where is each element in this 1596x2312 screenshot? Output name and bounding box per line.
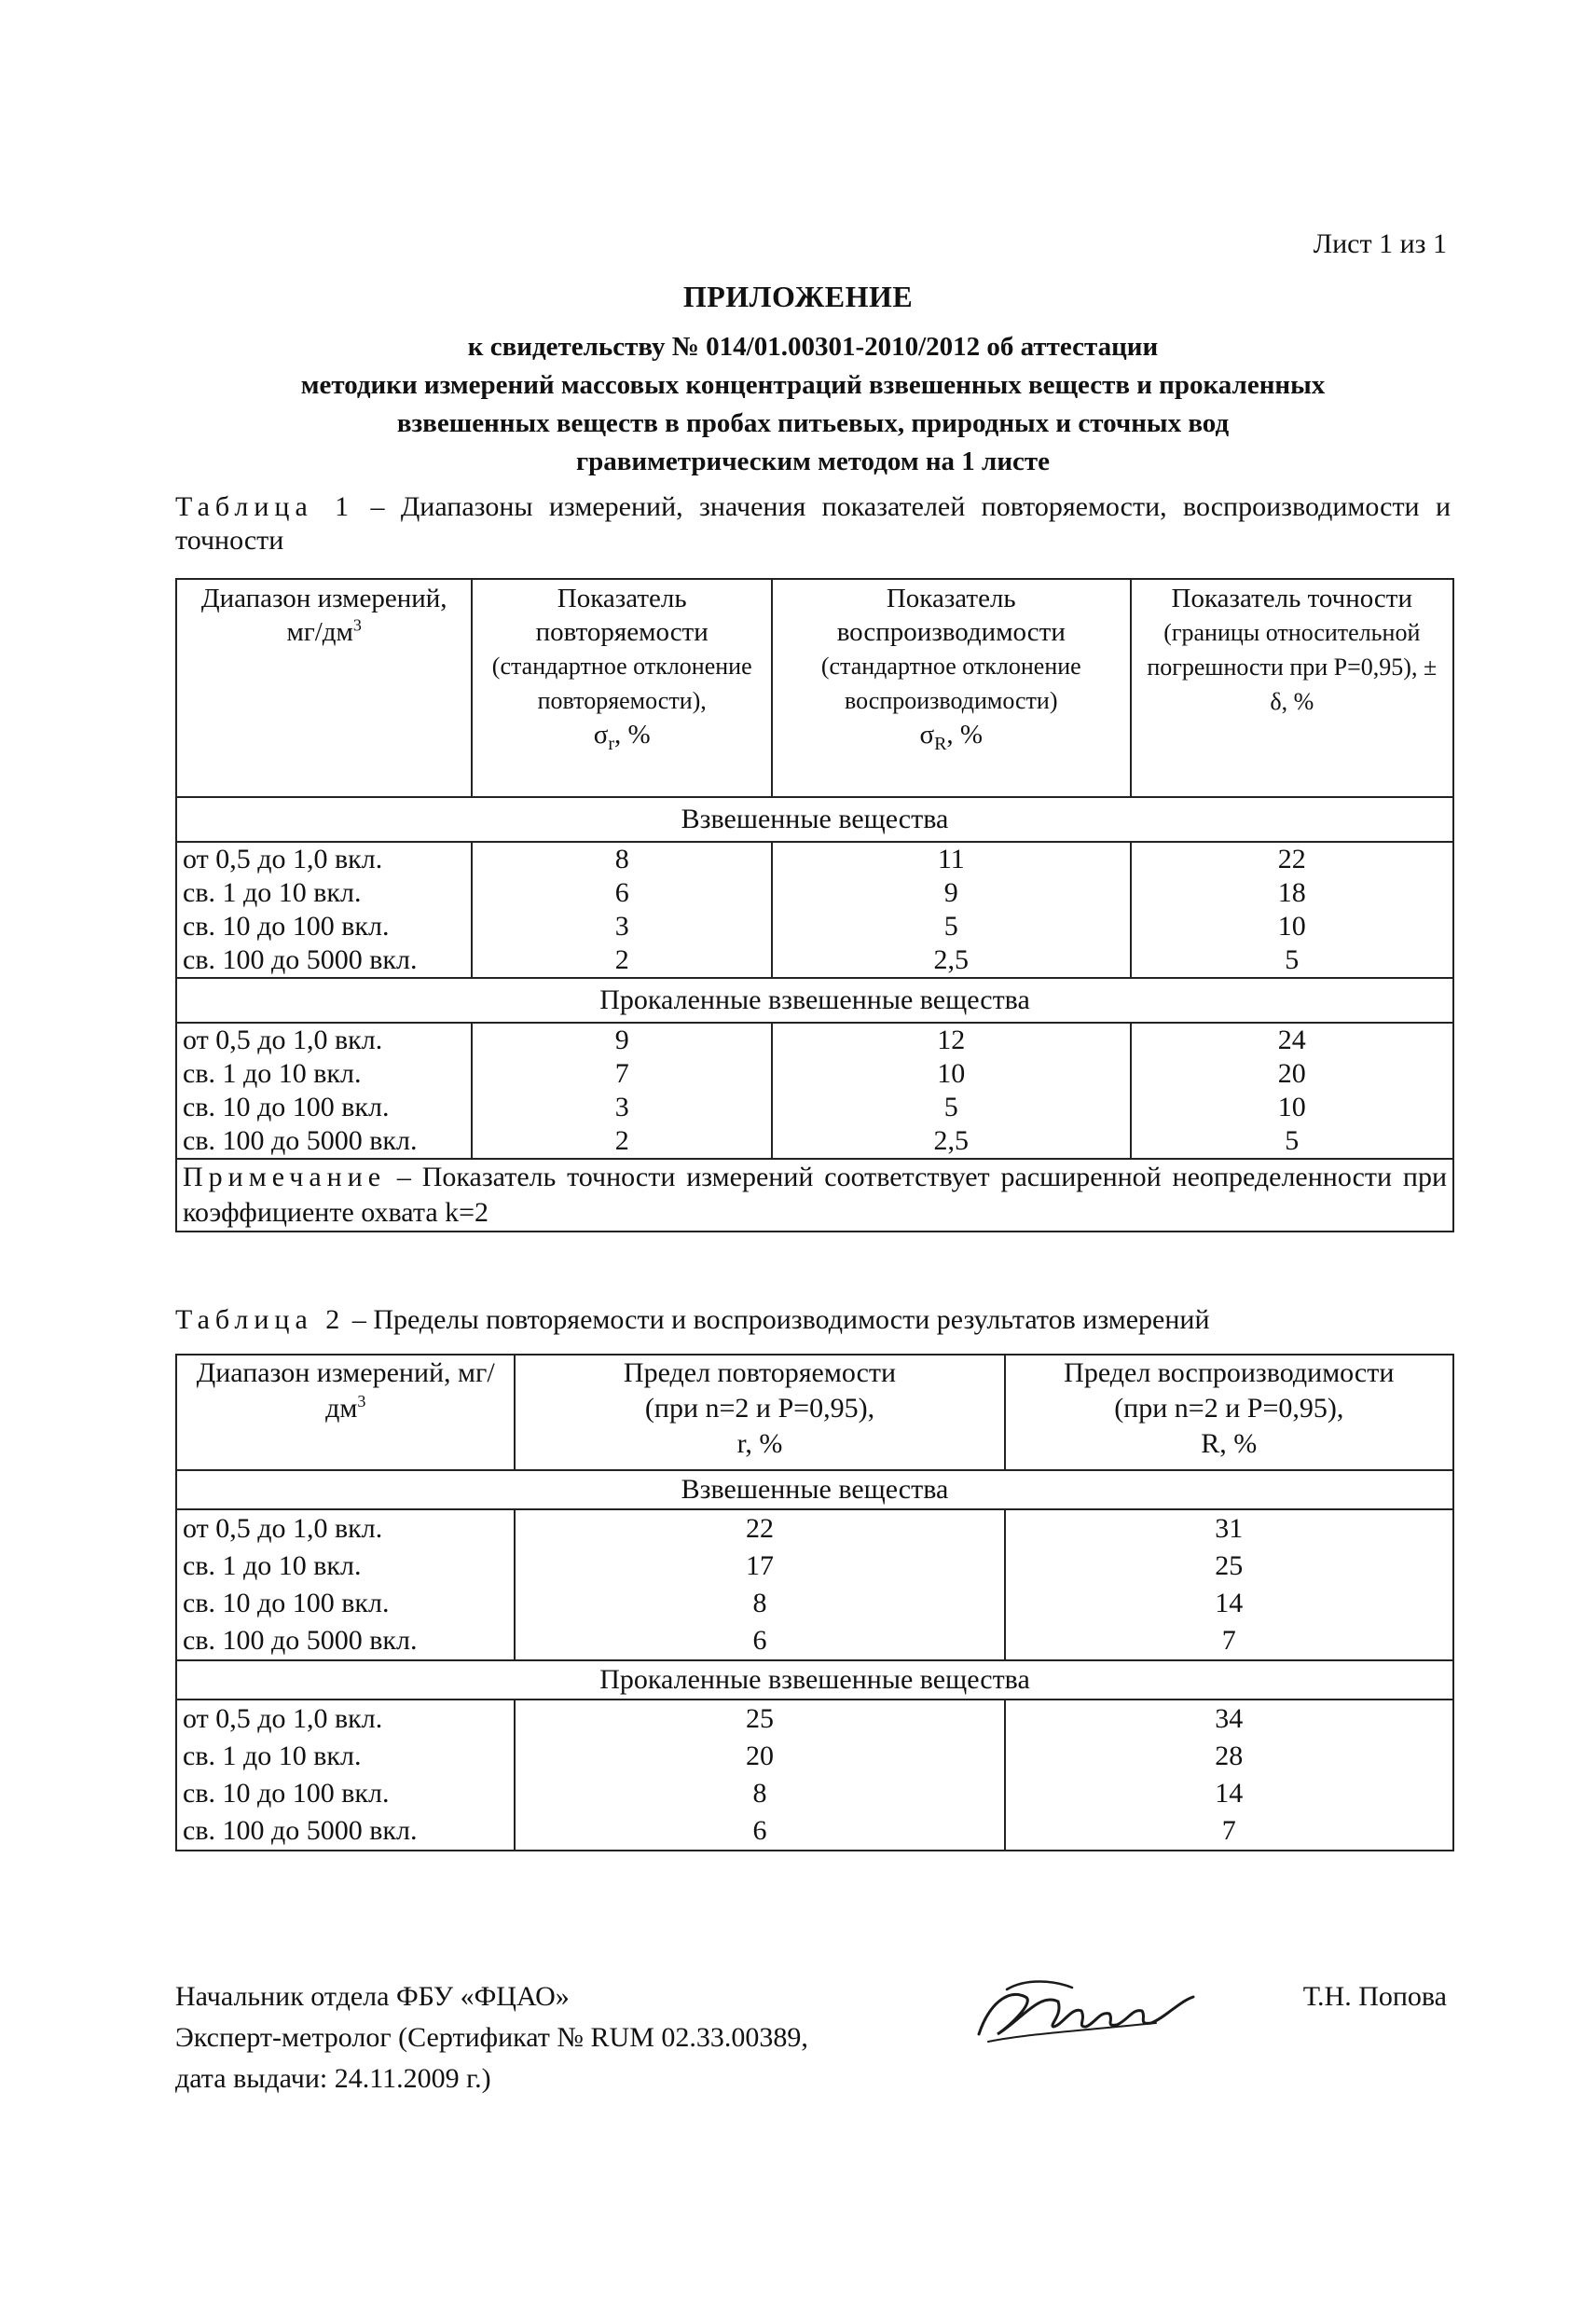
table2-caption-prefix: Таблица 2 xyxy=(175,1304,346,1335)
page-title: ПРИЛОЖЕНИЕ xyxy=(682,280,914,313)
table2-section-row: Прокаленные взвешенные вещества xyxy=(176,1660,1453,1700)
table-row: св. 10 до 100 вкл. 8 14 xyxy=(176,1585,1453,1622)
table-row: св. 100 до 5000 вкл. 2 2,5 5 xyxy=(176,943,1453,978)
table2-header-range: Диапазон измерений, $мг/дм^3$ xyxy=(176,1355,515,1470)
table1-section-row: Взвешенные вещества xyxy=(176,797,1453,842)
signature-icon xyxy=(970,1969,1203,2053)
footer-line: дата выдачи: 24.11.2009 г.) xyxy=(175,2063,491,2094)
table2-header-row xyxy=(176,1355,1453,1470)
table1-caption-prefix: Таблица 1 xyxy=(175,491,355,522)
table1-section-row: Прокаленные взвешенные вещества xyxy=(176,978,1453,1023)
note-text: – Показатель точности измерений соответствует расширенной неопределенности при коэффициенте охвата k=2 xyxy=(183,1162,1447,1228)
table-row: от 0,5 до 1,0 вкл. 9 12 24 xyxy=(176,1023,1453,1057)
note-prefix: Примечание xyxy=(183,1162,387,1192)
table-row: св. 10 до 100 вкл. 8 14 xyxy=(176,1775,1453,1812)
table-row: св. 10 до 100 вкл. 3 5 10 xyxy=(176,1091,1453,1124)
signatory-name: Т.Н. Попова xyxy=(1302,1981,1447,2012)
table1-header-repeatability: Показатель повторяемости (стандартное отклонение повторяемости), $\sigma_r$, % xyxy=(472,579,772,797)
table1-caption xyxy=(175,490,1451,557)
table1-caption-text: – Диапазоны измерений, значения показателей повторяемости, воспроизводимости и точности xyxy=(175,491,1452,556)
table1-header-reproducibility: Показатель воспроизводимости (стандартное отклонение воспроизводимости) $\sigma_R$, % xyxy=(772,579,1131,797)
table1-header-accuracy: Показатель точности (границы относительной погрешности при P=0,95), ± δ, % xyxy=(1131,579,1453,797)
subtitle-line: к свидетельству № 014/01.00301-2010/2012 об аттестации xyxy=(467,332,1159,362)
table-row: св. 1 до 10 вкл. 7 10 20 xyxy=(176,1057,1453,1091)
table2 xyxy=(175,1354,1454,1851)
table-row: св. 1 до 10 вкл. 17 25 xyxy=(176,1548,1453,1585)
subtitle-line: методики измерений массовых концентраций взвешенных веществ и прокаленных xyxy=(300,370,1326,400)
table-row: св. 1 до 10 вкл. 6 9 18 xyxy=(176,876,1453,910)
table-row: св. 100 до 5000 вкл. 6 7 xyxy=(176,1622,1453,1660)
footer-signatory xyxy=(175,1976,808,2099)
table-row: от 0,5 до 1,0 вкл. 22 31 xyxy=(176,1509,1453,1548)
table2-header-repeatability: Предел повторяемости (при n=2 и P=0,95), r, % xyxy=(515,1355,1004,1470)
table-row: св. 1 до 10 вкл. 20 28 xyxy=(176,1738,1453,1775)
table-row: св. 10 до 100 вкл. 3 5 10 xyxy=(176,910,1453,943)
table1-header-row xyxy=(176,579,1453,797)
table2-section-row: Взвешенные вещества xyxy=(176,1470,1453,1509)
table2-caption xyxy=(175,1303,1451,1337)
table-row: от 0,5 до 1,0 вкл. 25 34 xyxy=(176,1700,1453,1738)
table-row: св. 100 до 5000 вкл. 2 2,5 5 xyxy=(176,1124,1453,1159)
subtitle-line: гравиметрическим методом на 1 листе xyxy=(575,447,1051,476)
page-subtitle xyxy=(186,328,1439,481)
footer-line: Эксперт-метролог (Сертификат № RUM 02.33.00389, xyxy=(175,2022,808,2053)
table-row: св. 100 до 5000 вкл. 6 7 xyxy=(176,1812,1453,1851)
table1 xyxy=(175,578,1454,1232)
table-row: от 0,5 до 1,0 вкл. 8 11 22 xyxy=(176,842,1453,876)
table1-note-row xyxy=(176,1159,1453,1232)
subtitle-line: взвешенных веществ в пробах питьевых, природных и сточных вод xyxy=(396,408,1230,438)
table2-header-reproducibility: Предел воспроизводимости (при n=2 и P=0,95), R, % xyxy=(1005,1355,1453,1470)
table2-caption-text: – Пределы повторяемости и воспроизводимости результатов измерений xyxy=(345,1304,1210,1335)
footer-line: Начальник отдела ФБУ «ФЦАО» xyxy=(175,1981,570,2012)
table1-header-range: Диапазон измерений, $мг/дм^3$ xyxy=(176,579,472,797)
sheet-number: Лист 1 из 1 xyxy=(1313,228,1447,259)
